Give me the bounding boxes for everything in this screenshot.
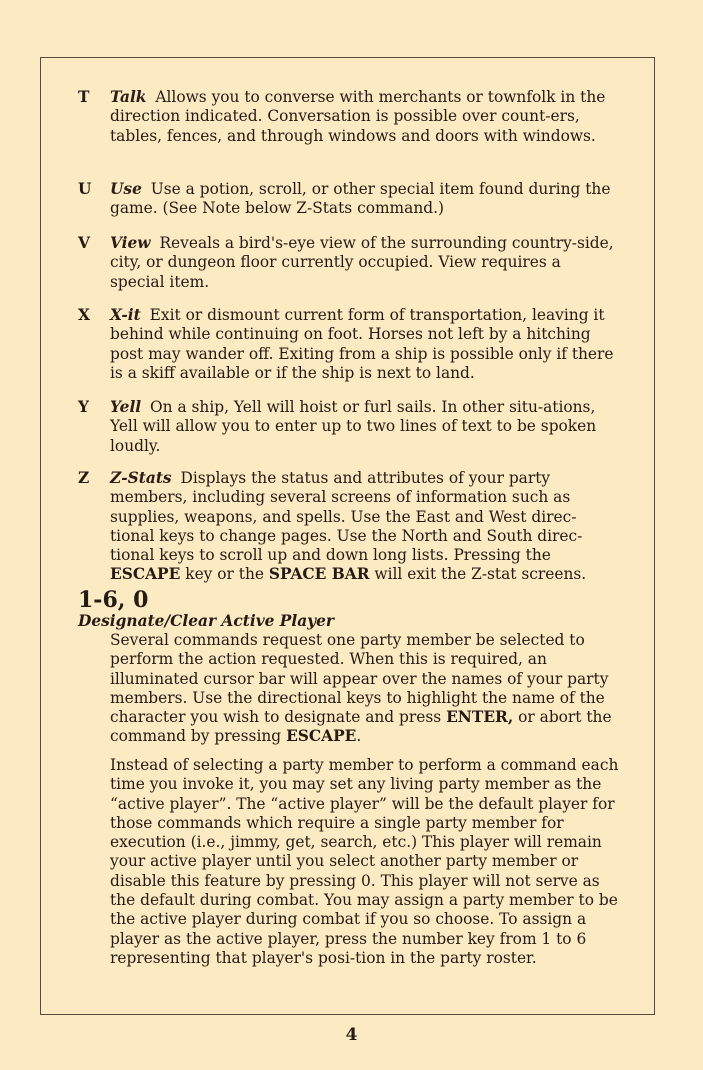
command-description: [110, 234, 618, 292]
command-text: Exit or dismount current form of transportation, leaving it behind while continuing on foot. Horses not left by a hitching post may wander off. Exiting from a ship is possible only if there is a skiff available or if the ship is next to land.: [110, 306, 614, 382]
command-entry-view: [78, 234, 618, 292]
space-bar-key-label: SPACE BAR: [268, 565, 370, 584]
command-name: Yell: [110, 398, 142, 416]
paragraph-text: .: [356, 727, 362, 746]
page-number: 4: [345, 1025, 358, 1045]
command-text: key or the: [185, 565, 264, 584]
command-name: Talk: [110, 88, 147, 106]
command-entry-exit: [78, 306, 618, 383]
command-entry-talk: [78, 88, 618, 146]
command-key: Z: [78, 469, 90, 487]
command-key: U: [78, 180, 92, 198]
command-text: Allows you to converse with merchants or townfolk in the direction indicated. Conversation is possible over count-ers, tables, fences, and through windows and doors with windows.: [110, 88, 606, 145]
command-description: [110, 398, 618, 456]
escape-key-label: ESCAPE: [286, 727, 357, 746]
command-text: Displays the status and attributes of your party members, including several screens of information such as supplies, weapons, and spells. Use the East and West direc-tional keys to change pages. Use the North and South direc-tional keys to scroll up and down long lists. Pressing the: [110, 469, 583, 565]
command-entry-use: [78, 180, 618, 219]
command-entry-yell: [78, 398, 618, 456]
command-key: Y: [78, 398, 89, 416]
command-key: V: [78, 234, 90, 252]
command-text: will exit the Z-stat screens.: [374, 565, 587, 584]
command-text: Use a potion, scroll, or other special item found during the game. (See Note below Z-Stats command.): [110, 180, 611, 218]
escape-key-label: ESCAPE: [110, 565, 181, 584]
paragraph-text: Several commands request one party member be selected to perform the action requested. When this is required, an illuminated cursor bar will appear over the names of your party members. Use the directional keys to highlight the name of the character you wish to designate and press: [110, 631, 609, 727]
command-description: [110, 306, 618, 383]
command-name: X-it: [110, 306, 141, 324]
command-entry-zstats: [78, 469, 618, 585]
command-description: [110, 180, 618, 219]
command-text: Reveals a bird's-eye view of the surrounding country-side, city, or dungeon floor currently occupied. View requires a special item.: [110, 234, 614, 291]
enter-key-label: ENTER,: [446, 708, 514, 727]
command-description: [110, 469, 618, 585]
paragraph-designate: [110, 631, 620, 747]
command-key: T: [78, 88, 90, 106]
command-name: View: [110, 234, 151, 252]
command-text: On a ship, Yell will hoist or furl sails. In other situ-ations, Yell will allow you to enter up to two lines of text to be spoken loudly.: [110, 398, 597, 455]
command-name: Z-Stats: [110, 469, 172, 487]
section-heading: 1-6, 0: [78, 587, 149, 613]
command-key: X: [78, 306, 90, 324]
paragraph-active-player: Instead of selecting a party member to perform a command each time you invoke it, you may set any living party member as the “active player”. The “active player” will be the default player for those commands which require a single party member for execution (i.e., jimmy, get, search, etc.) This player will remain your active player until you select another party member or disable this feature by pressing 0. This player will not serve as the default during combat. You may assign a party member to be the active player during combat if you so choose. To assign a player as the active player, press the number key from 1 to 6 representing that player's posi-tion in the party roster.: [110, 756, 619, 967]
paragraph-text: or abort the command by pressing: [110, 708, 612, 746]
command-description: [110, 88, 618, 146]
command-name: Use: [110, 180, 142, 198]
section-subheading: Designate/Clear Active Player: [78, 612, 335, 630]
